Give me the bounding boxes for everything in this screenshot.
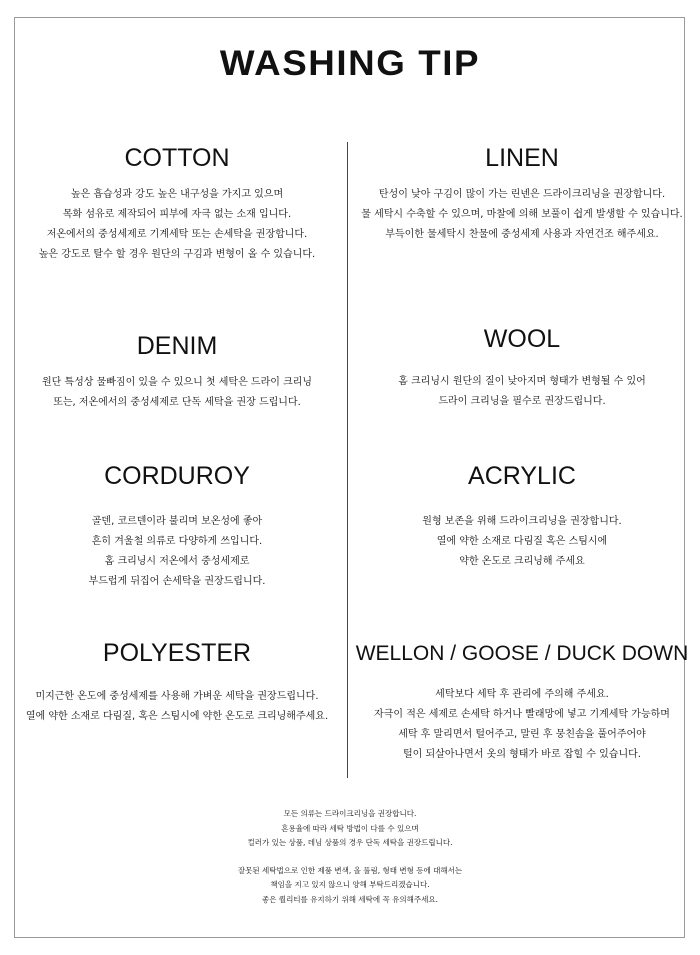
down-section	[352, 639, 692, 765]
cotton-line-4: 높은 강도로 탈수 할 경우 원단의 구김과 변형이 올 수 있습니다.	[38, 249, 316, 260]
corduroy-section	[14, 461, 340, 592]
polyester-line-1: 미지근한 온도에 중성세제를 사용해 가벼운 세탁을 권장드립니다.	[35, 691, 319, 702]
corduroy-line-3: 홈 크리닝시 저온에서 중성세제로	[104, 556, 250, 567]
footer-gap	[0, 851, 700, 864]
footer-note-3: 컬러가 있는 상품, 데님 상품의 경우 단독 세탁을 권장드립니다.	[247, 838, 453, 847]
linen-line-3: 부득이한 물세탁시 찬물에 중성세제 사용과 자연건조 해주세요.	[385, 229, 659, 240]
cotton-heading: COTTON	[124, 144, 230, 172]
corduroy-description	[14, 512, 340, 592]
linen-heading: LINEN	[485, 144, 559, 172]
cotton-description	[14, 185, 340, 265]
page-title: WASHING TIP	[219, 44, 481, 83]
linen-section	[352, 143, 692, 245]
polyester-heading: POLYESTER	[102, 639, 252, 667]
linen-line-1: 탄성이 낮아 구김이 많이 가는 린넨은 드라이크리닝을 권장합니다.	[378, 189, 666, 200]
wool-line-2: 드라이 크리닝을 필수로 권장드립니다.	[438, 396, 606, 407]
down-line-2: 자극이 적은 세제로 손세탁 하거나 빨래망에 넣고 기계세탁 가능하며	[374, 709, 670, 720]
footer-note-5: 책임을 지고 있지 않으니 양해 부탁드리겠습니다.	[270, 880, 430, 889]
corduroy-line-1: 골덴, 코르덴이라 불리며 보온성에 좋아	[91, 516, 263, 527]
footer-note-6: 좋은 퀄리티를 유지하기 위해 세탁에 꼭 유의해주세요.	[261, 894, 439, 904]
cotton-line-2: 목화 섬유로 제작되어 피부에 자극 없는 소재 입니다.	[62, 209, 292, 220]
wool-line-1: 홈 크리닝시 원단의 질이 낮아지며 형태가 변형될 수 있어	[398, 376, 646, 387]
denim-section	[14, 331, 340, 413]
cotton-section	[14, 143, 340, 265]
down-line-4: 털이 되살아나면서 옷의 형태가 바로 잡힐 수 있습니다.	[403, 749, 641, 760]
footer-note-2: 혼용율에 따라 세탁 방법이 다를 수 있으며	[281, 823, 419, 833]
column-divider	[347, 142, 348, 778]
linen-line-2: 물 세탁시 수축할 수 있으며, 마찰에 의해 보풀이 쉽게 발생할 수 있습니다.	[361, 209, 683, 220]
corduroy-heading: CORDUROY	[104, 462, 250, 490]
wool-heading: WOOL	[483, 325, 561, 353]
corduroy-line-2: 흔히 겨울철 의류로 다양하게 쓰입니다.	[91, 536, 263, 547]
down-line-3: 세탁 후 말리면서 털어주고, 말린 후 뭉친솜을 풀어주어야	[398, 729, 646, 740]
polyester-description	[14, 687, 340, 727]
cotton-line-1: 높은 흡습성과 강도 높은 내구성을 가지고 있으며	[70, 189, 284, 200]
acrylic-heading: ACRYLIC	[468, 462, 576, 490]
acrylic-line-3: 약한 온도로 크리닝해 주세요	[459, 556, 585, 567]
acrylic-line-2: 열에 약한 소재로 다림질 혹은 스팀시에	[436, 536, 608, 547]
footer-note-1: 모든 의류는 드라이크리닝을 권장합니다.	[283, 809, 417, 818]
acrylic-line-1: 원형 보존을 위해 드라이크리닝을 권장합니다.	[422, 516, 622, 527]
denim-heading: DENIM	[136, 332, 218, 360]
down-description	[352, 685, 692, 765]
corduroy-line-4: 부드럽게 뒤집어 손세탁을 권장드립니다.	[88, 576, 266, 587]
down-line-1: 세탁보다 세탁 후 관리에 주의해 주세요.	[435, 689, 609, 700]
wool-description	[352, 372, 692, 412]
denim-line-2: 또는, 저온에서의 중성세제로 단독 세탁을 권장 드립니다.	[53, 397, 301, 408]
footer-notes	[0, 807, 700, 907]
denim-line-1: 원단 특성상 물빠짐이 있을 수 있으니 첫 세탁은 드라이 크리닝	[41, 377, 313, 388]
acrylic-description	[352, 512, 692, 572]
wool-section	[352, 324, 692, 412]
linen-description	[352, 185, 692, 245]
polyester-line-2: 열에 약한 소재로 다림질, 혹은 스팀시에 약한 온도로 크리닝해주세요.	[25, 711, 329, 722]
acrylic-section	[352, 461, 692, 572]
polyester-section	[14, 638, 340, 727]
down-heading: WELLON / GOOSE / DUCK DOWN	[355, 642, 689, 665]
denim-description	[14, 373, 340, 413]
cotton-line-3: 저온에서의 중성세제로 기계세탁 또는 손세탁을 권장합니다.	[46, 229, 308, 240]
footer-note-4: 잘못된 세탁법으로 인한 제품 변색, 올 풀림, 형태 변형 등에 대해서는	[237, 865, 463, 875]
